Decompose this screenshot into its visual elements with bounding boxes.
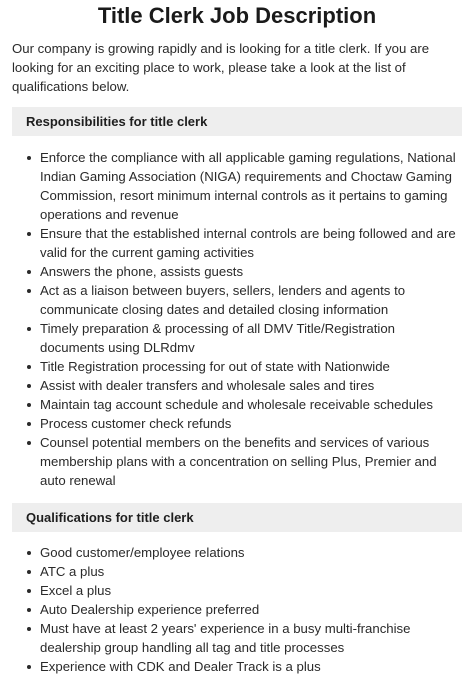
- list-item: [12, 376, 462, 395]
- list-item: [12, 657, 462, 676]
- page-title: Title Clerk Job Description: [97, 3, 377, 28]
- bullet-icon: [27, 365, 31, 369]
- list-item-text: Maintain tag account schedule and wholesale receivable schedules: [40, 397, 433, 412]
- bullet-icon: [27, 403, 31, 407]
- list-item: [12, 543, 462, 562]
- bullet-icon: [27, 270, 31, 274]
- list-item-text: Timely preparation & processing of all DMV Title/Registration documents using DLRdmv: [40, 321, 395, 355]
- bullet-icon: [27, 441, 31, 445]
- list-item-text: Experience with CDK and Dealer Track is a plus: [40, 659, 321, 674]
- bullet-icon: [27, 665, 31, 669]
- list-item: [12, 281, 462, 319]
- list-item-text: Process customer check refunds: [40, 416, 232, 431]
- list-item-text: Must have at least 2 years' experience in a busy multi-franchise dealership group handling all tag and title processes: [40, 621, 411, 655]
- list-item-text: Act as a liaison between buyers, sellers, lenders and agents to communicate closing dates and detailed closing information: [40, 283, 406, 317]
- bullet-icon: [27, 589, 31, 593]
- list-item: [12, 357, 462, 376]
- bullet-icon: [27, 327, 31, 331]
- responsibilities-list: [12, 148, 462, 490]
- list-item-text: Ensure that the established internal controls are being followed and are valid for the current gaming activities: [40, 226, 456, 260]
- bullet-icon: [27, 289, 31, 293]
- list-item: [12, 148, 462, 224]
- bullet-icon: [27, 608, 31, 612]
- list-item-text: Answers the phone, assists guests: [40, 264, 244, 279]
- list-item: [12, 395, 462, 414]
- bullet-icon: [27, 422, 31, 426]
- list-item-text: Auto Dealership experience preferred: [40, 602, 260, 617]
- bullet-icon: [27, 232, 31, 236]
- list-item: [12, 262, 462, 281]
- list-item-text: ATC a plus: [40, 564, 105, 579]
- list-item: [12, 433, 462, 490]
- qualifications-heading: Qualifications for title clerk: [12, 503, 462, 532]
- list-item: [12, 562, 462, 581]
- list-item: [12, 600, 462, 619]
- qualifications-list: [12, 543, 462, 676]
- list-item-text: Counsel potential members on the benefits and services of various membership plans with a concentration on selling Plus, Premier and auto renewal: [40, 435, 437, 488]
- list-item-text: Good customer/employee relations: [40, 545, 245, 560]
- list-item: [12, 581, 462, 600]
- list-item: [12, 619, 462, 657]
- list-item: [12, 414, 462, 433]
- list-item-text: Enforce the compliance with all applicable gaming regulations, National Indian Gaming Association (NIGA) requirements and Choctaw Gaming Commission, resort minimum internal controls as it pertains to gaming operations and revenue: [40, 150, 456, 222]
- list-item-text: Assist with dealer transfers and wholesale sales and tires: [40, 378, 375, 393]
- bullet-icon: [27, 551, 31, 555]
- bullet-icon: [27, 570, 31, 574]
- list-item-text: Title Registration processing for out of state with Nationwide: [40, 359, 390, 374]
- intro-paragraph: Our company is growing rapidly and is looking for a title clerk. If you are looking for an exciting place to work, please take a look at the list of qualifications below.: [12, 41, 430, 94]
- list-item: [12, 224, 462, 262]
- bullet-icon: [27, 156, 31, 160]
- bullet-icon: [27, 627, 31, 631]
- list-item-text: Excel a plus: [40, 583, 112, 598]
- responsibilities-heading: Responsibilities for title clerk: [12, 107, 462, 136]
- bullet-icon: [27, 384, 31, 388]
- list-item: [12, 319, 462, 357]
